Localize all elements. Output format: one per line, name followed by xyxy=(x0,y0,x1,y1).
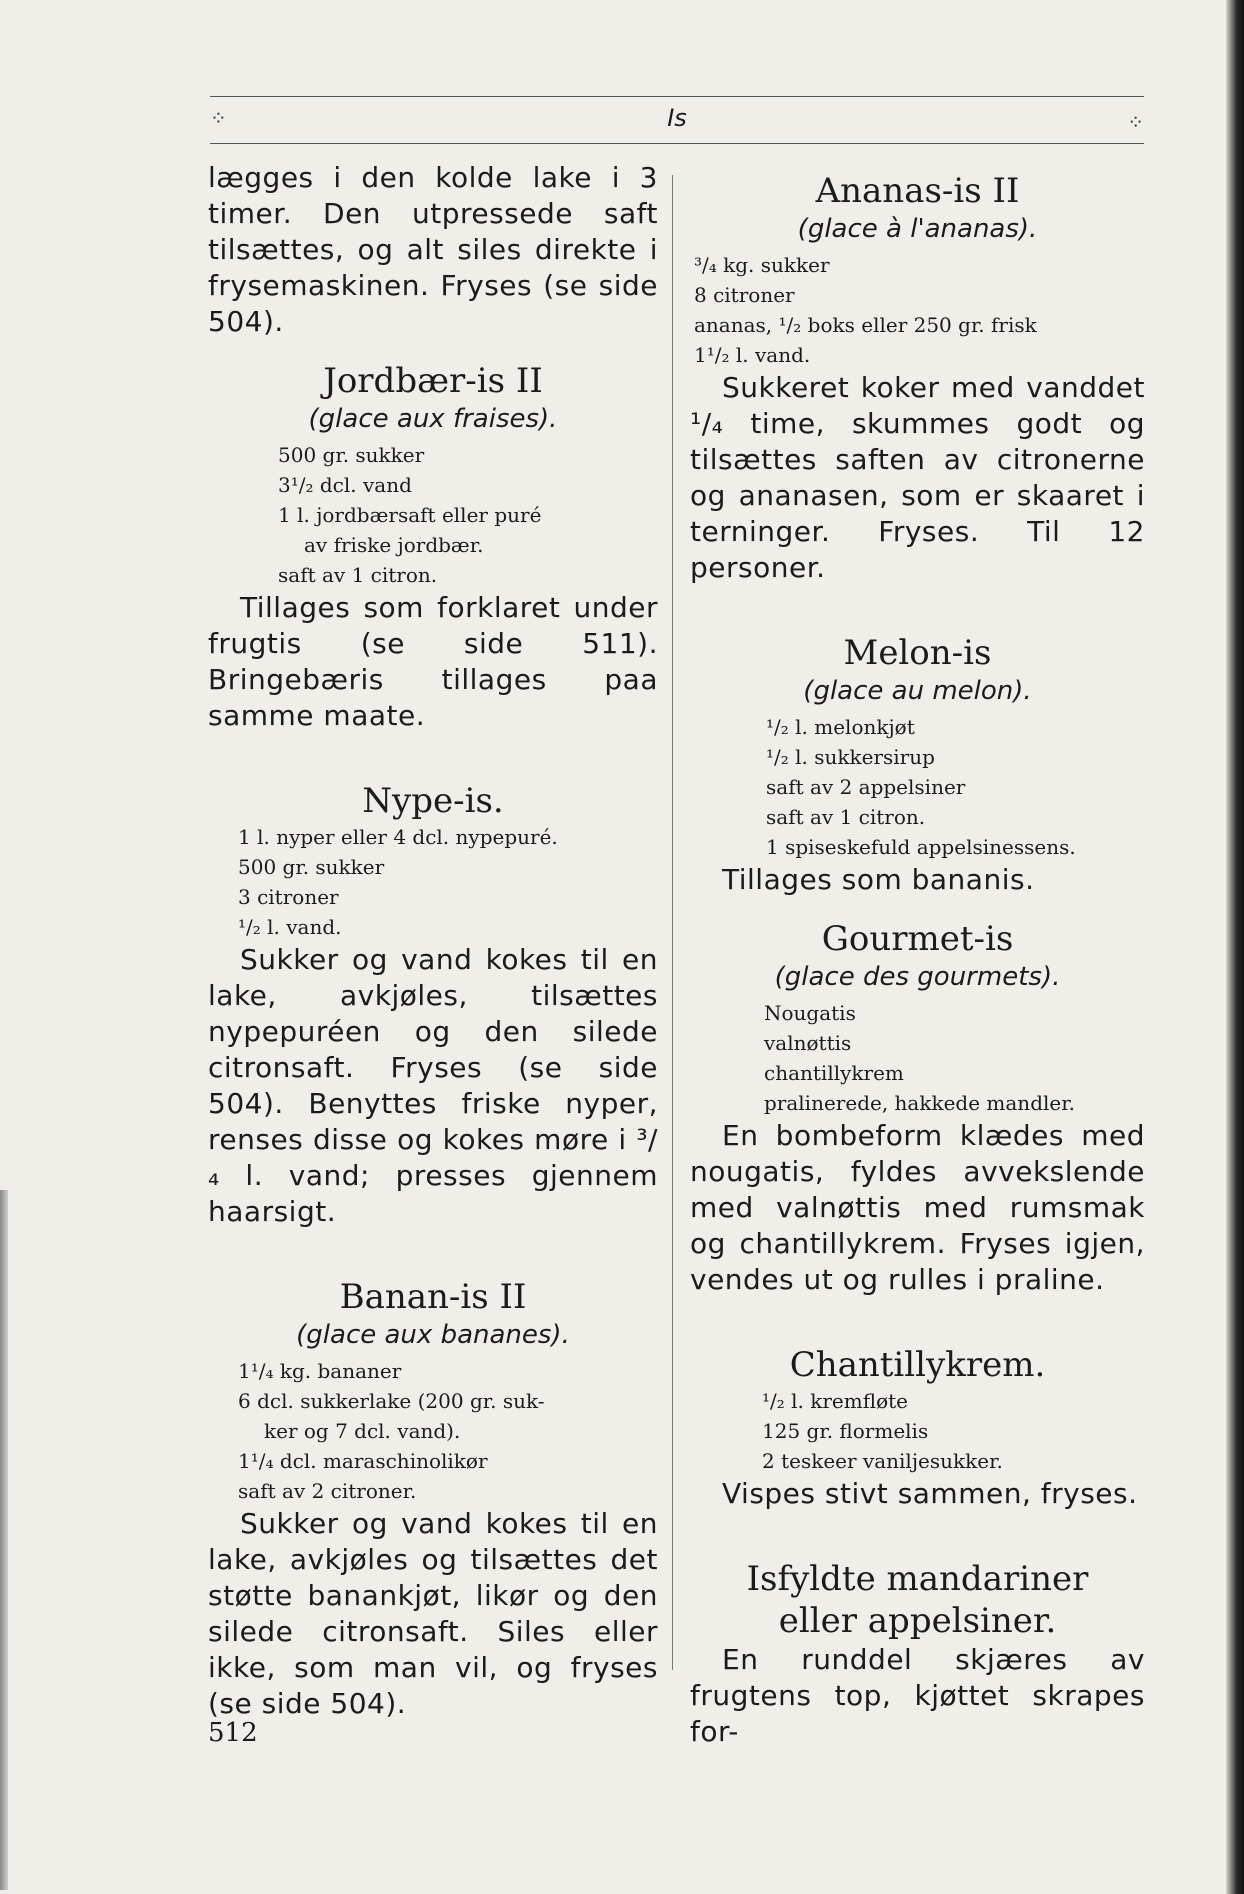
ingredient: ¹/₂ l. melonkjøt xyxy=(766,715,915,739)
recipe-title: Jordbær-is II xyxy=(323,361,543,401)
ingredient: saft av 1 citron. xyxy=(766,805,926,829)
ingredient-list xyxy=(208,822,658,942)
recipe-nype xyxy=(208,780,658,1230)
recipe-title: Banan-is II xyxy=(339,1277,527,1317)
recipe-subtitle: (glace des gourmets). xyxy=(774,962,1061,992)
recipe-text: Sukkeret koker med vanddet ¹/₄ time, skummes godt og tilsættes saften av citronerne og ananasen, som er skaaret i terninger. Fryses. Til 12 personer. xyxy=(690,371,1145,584)
header-rule-top xyxy=(210,96,1144,97)
ingredient: saft av 1 citron. xyxy=(278,563,438,587)
ingredient-list xyxy=(208,440,658,590)
recipe-text: Sukker og vand kokes til en lake, avkjøles og tilsættes det støtte banankjøt, likør og den silede citronsaft. Siles eller ikke, som man vil, og fryses (se side 504). xyxy=(208,1507,658,1720)
ingredient-list xyxy=(690,250,1145,370)
ingredient: 3 citroner xyxy=(238,885,339,909)
recipe-text: En bombeform klædes med nougatis, fyldes avvekslende med valnøttis med rumsmak og chantillykrem. Fryses igjen, vendes ut og rulles i praline. xyxy=(690,1119,1145,1296)
ingredient: 1¹/₂ l. vand. xyxy=(694,343,811,367)
recipe-text: Vispes stivt sammen, fryses. xyxy=(722,1477,1138,1510)
recipe-chantilly xyxy=(690,1344,1145,1512)
recipe-subtitle: (glace au melon). xyxy=(803,676,1032,706)
ingredient: 1¹/₄ kg. bananer xyxy=(238,1359,402,1383)
ingredient: 2 teskeer vaniljesukker. xyxy=(762,1449,1003,1473)
intro-paragraph: lægges i den kolde lake i 3 timer. Den utpressede saft tilsættes, og alt siles direkte i frysemaskinen. Fryses (se side 504). xyxy=(208,161,658,338)
recipe-title: Melon-is xyxy=(843,633,992,673)
recipe-jordbaer xyxy=(208,360,658,734)
ingredient: 500 gr. sukker xyxy=(278,443,425,467)
ingredient: saft av 2 citroner. xyxy=(238,1479,417,1503)
recipe-subtitle: (glace à l'ananas). xyxy=(797,214,1038,244)
left-column xyxy=(208,160,658,1722)
ingredient-list xyxy=(690,998,1145,1118)
ingredient: 1 l. jordbærsaft eller puré xyxy=(278,503,542,527)
ingredient-list xyxy=(208,1356,658,1506)
recipe-title-line2: eller appelsiner. xyxy=(778,1601,1057,1641)
ornament-icon: ⁘ xyxy=(1127,110,1144,134)
ingredient: av friske jordbær. xyxy=(304,533,484,557)
ingredient: ¹/₂ l. vand. xyxy=(238,915,342,939)
ingredient: saft av 2 appelsiner xyxy=(766,775,966,799)
header-rule-bottom xyxy=(210,143,1144,144)
ingredient: 1 spiseskefuld appelsinessens. xyxy=(766,835,1076,859)
column-divider xyxy=(672,175,673,1670)
recipe-title: Nype-is. xyxy=(362,781,504,821)
ingredient: pralinerede, hakkede mandler. xyxy=(764,1091,1075,1115)
recipe-subtitle: (glace aux bananes). xyxy=(296,1320,570,1350)
recipe-melon xyxy=(690,632,1145,898)
ingredient: 125 gr. flormelis xyxy=(762,1419,929,1443)
ingredient: ¹/₂ l. sukkersirup xyxy=(766,745,935,769)
recipe-text: Sukker og vand kokes til en lake, avkjøles, tilsættes nypepuréen og den silede citronsaft. Fryses (se side 504). Benyttes friske nyper, renses disse og kokes møre i ³/₄ l. vand; presses gjennem haarsigt. xyxy=(208,943,658,1228)
ornament-icon: ⁘ xyxy=(210,106,227,130)
recipe-title: Ananas-is II xyxy=(815,171,1020,211)
right-column xyxy=(690,170,1145,1750)
ingredient: chantillykrem xyxy=(764,1061,904,1085)
ingredient: Nougatis xyxy=(764,1001,856,1025)
page-edge xyxy=(1226,0,1244,1894)
recipe-text: En runddel skjæres av frugtens top, kjøttet skrapes for- xyxy=(690,1643,1145,1748)
recipe-title-line1: Isfyldte mandariner xyxy=(746,1559,1089,1599)
ingredient: ananas, ¹/₂ boks eller 250 gr. frisk xyxy=(694,313,1037,337)
recipe-title: Chantillykrem. xyxy=(789,1345,1046,1385)
page-number: 512 xyxy=(208,1718,258,1748)
ingredient: 1 l. nyper eller 4 dcl. nypepuré. xyxy=(238,825,558,849)
ingredient: 8 citroner xyxy=(694,283,795,307)
ingredient: 6 dcl. sukkerlake (200 gr. suk- xyxy=(238,1389,545,1413)
ingredient-list xyxy=(690,712,1145,862)
ingredient: ³/₄ kg. sukker xyxy=(694,253,830,277)
recipe-banan xyxy=(208,1276,658,1722)
recipe-text: Tillages som bananis. xyxy=(722,863,1035,896)
ingredient: valnøttis xyxy=(764,1031,852,1055)
ingredient: 3¹/₂ dcl. vand xyxy=(278,473,412,497)
recipe-gourmet xyxy=(690,918,1145,1298)
page-shadow xyxy=(0,1190,8,1890)
recipe-text: Tillages som forklaret under frugtis (se side 511). Bringebæris tillages paa samme maate. xyxy=(208,591,658,732)
recipe-isfyldte xyxy=(690,1558,1145,1750)
ingredient: 500 gr. sukker xyxy=(238,855,385,879)
ingredient: 1¹/₄ dcl. maraschinolikør xyxy=(238,1449,488,1473)
ingredient-list xyxy=(690,1386,1145,1476)
recipe-ananas xyxy=(690,170,1145,586)
running-header xyxy=(210,96,1144,144)
ingredient: ker og 7 dcl. vand). xyxy=(264,1419,461,1443)
ingredient: ¹/₂ l. kremfløte xyxy=(762,1389,908,1413)
recipe-title: Gourmet-is xyxy=(821,919,1014,959)
recipe-subtitle: (glace aux fraises). xyxy=(308,404,558,434)
header-title: Is xyxy=(667,104,687,132)
